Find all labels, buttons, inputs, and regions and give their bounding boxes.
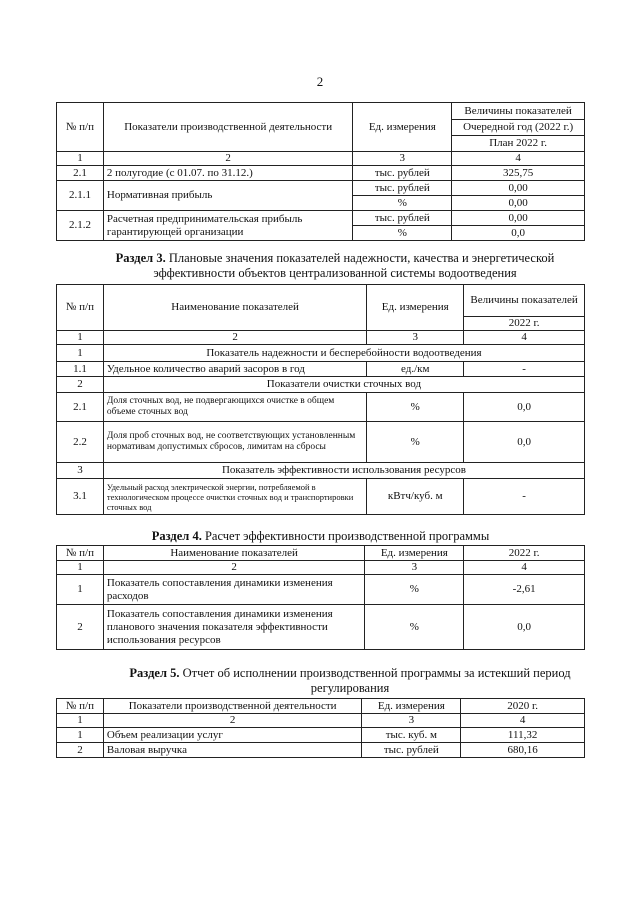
row-unit: ед./км: [367, 362, 464, 377]
row-num: 2.1: [57, 166, 104, 181]
colnum: 3: [362, 714, 461, 728]
row-value: -2,61: [464, 575, 585, 605]
row-num: 2.1.2: [57, 211, 104, 241]
colnum: 1: [57, 561, 104, 575]
row-num: 3.1: [57, 479, 104, 515]
row-name: Расчетная предпринимательская прибыль гарантирующей организации: [103, 211, 352, 241]
header-num: № п/п: [57, 699, 104, 714]
page-number: 2: [316, 74, 324, 89]
group-num: 3: [57, 463, 104, 479]
colnum: 3: [365, 561, 464, 575]
row-unit: тыс. рублей: [353, 211, 452, 226]
colnum: 1: [57, 331, 104, 345]
header-indicator: Показатели производственной деятельности: [103, 103, 352, 152]
header-num: № п/п: [57, 103, 104, 152]
row-name: Валовая выручка: [103, 743, 361, 758]
section5-title: [100, 666, 600, 696]
table-section5: [56, 698, 585, 758]
section3-title: [82, 251, 588, 281]
row-unit: тыс. рублей: [353, 166, 452, 181]
header-unit: Ед. измерения: [353, 103, 452, 152]
row-num: 1: [57, 575, 104, 605]
header-next-year: Очередной год (2022 г.): [452, 120, 585, 136]
colnum: 4: [452, 152, 585, 166]
row-name: Показатель сопоставления динамики изменения планового значения показателя эффективности использования ресурсов: [103, 605, 364, 650]
row-value: 0,0: [464, 393, 585, 422]
row-value: 325,75: [452, 166, 585, 181]
table-row: [57, 728, 585, 743]
table-row: [57, 181, 585, 196]
row-num: 2: [57, 743, 104, 758]
colnum: 2: [103, 714, 361, 728]
header-name: Наименование показателей: [103, 285, 366, 331]
row-unit: %: [367, 393, 464, 422]
header-num: № п/п: [57, 546, 104, 561]
row-unit: тыс. рублей: [362, 743, 461, 758]
row-name: Показатель сопоставления динамики изменения расходов: [103, 575, 364, 605]
section5-label: Раздел 5.: [129, 666, 180, 680]
row-unit: %: [353, 196, 452, 211]
section5-title-text: Отчет об исполнении производственной программы за истекший период регулирования: [182, 666, 571, 695]
row-unit: %: [367, 422, 464, 463]
group-title: Показатель надежности и бесперебойности водоотведения: [103, 345, 584, 362]
colnum: 3: [353, 152, 452, 166]
section4-label: Раздел 4.: [151, 529, 202, 543]
group-num: 1: [57, 345, 104, 362]
row-name: Объем реализации услуг: [103, 728, 361, 743]
row-unit: %: [365, 605, 464, 650]
table-row: [57, 393, 585, 422]
header-plan: План 2022 г.: [452, 136, 585, 152]
header-year: 2020 г.: [461, 699, 585, 714]
header-values: Величины показателей: [464, 285, 585, 317]
section4-title-text: Расчет эффективности производственной программы: [204, 529, 490, 543]
row-num: 2.2: [57, 422, 104, 463]
row-name: Нормативная прибыль: [103, 181, 352, 211]
row-value: 111,32: [461, 728, 585, 743]
colnum: 2: [103, 152, 352, 166]
row-unit: тыс. куб. м: [362, 728, 461, 743]
table-row: [57, 211, 585, 226]
header-unit: Ед. измерения: [367, 285, 464, 331]
header-values: Величины показателей: [452, 103, 585, 120]
colnum: 2: [103, 331, 366, 345]
header-name: Показатели производственной деятельности: [103, 699, 361, 714]
row-value: 0,0: [452, 226, 585, 241]
row-num: 1.1: [57, 362, 104, 377]
header-year: 2022 г.: [464, 317, 585, 331]
row-value: 0,00: [452, 196, 585, 211]
row-num: 1: [57, 728, 104, 743]
header-num: № п/п: [57, 285, 104, 331]
table-section4: [56, 545, 585, 650]
row-name: 2 полугодие (с 01.07. по 31.12.): [103, 166, 352, 181]
table-row: [57, 479, 585, 515]
colnum: 4: [464, 331, 585, 345]
row-value: -: [464, 479, 585, 515]
row-unit: тыс. рублей: [353, 181, 452, 196]
group-title: Показатели очистки сточных вод: [103, 377, 584, 393]
row-num: 2.1.1: [57, 181, 104, 211]
row-num: 2: [57, 605, 104, 650]
row-value: 0,00: [452, 181, 585, 196]
section3-title-text: Плановые значения показателей надежности, качества и энергетической эффективности объектов централизованной системы водоотведения: [153, 251, 555, 280]
group-row: [57, 377, 585, 393]
row-num: 2.1: [57, 393, 104, 422]
row-value: 680,16: [461, 743, 585, 758]
colnum: 4: [461, 714, 585, 728]
section4-title: [56, 529, 585, 544]
group-row: [57, 345, 585, 362]
row-value: 0,0: [464, 422, 585, 463]
group-row: [57, 463, 585, 479]
table-top: [56, 102, 585, 241]
colnum: 2: [103, 561, 364, 575]
header-unit: Ед. измерения: [362, 699, 461, 714]
table-row: [57, 422, 585, 463]
section3-label: Раздел 3.: [115, 251, 166, 265]
header-year: 2022 г.: [464, 546, 585, 561]
row-unit: %: [365, 575, 464, 605]
table-row: [57, 743, 585, 758]
header-name: Наименование показателей: [103, 546, 364, 561]
row-name: Удельное количество аварий засоров в год: [103, 362, 366, 377]
table-row: [57, 605, 585, 650]
colnum: 3: [367, 331, 464, 345]
header-unit: Ед. измерения: [365, 546, 464, 561]
row-name: Доля сточных вод, не подвергающихся очистке в общем объеме сточных вод: [103, 393, 366, 422]
table-row: [57, 166, 585, 181]
group-title: Показатель эффективности использования ресурсов: [103, 463, 584, 479]
row-name: Доля проб сточных вод, не соответствующих установленным нормативам допустимых сбросов, лимитам на сбросы: [103, 422, 366, 463]
colnum: 1: [57, 714, 104, 728]
group-num: 2: [57, 377, 104, 393]
table-section3: [56, 284, 585, 515]
row-unit: %: [353, 226, 452, 241]
table-row: [57, 575, 585, 605]
row-value: 0,0: [464, 605, 585, 650]
table-row: [57, 362, 585, 377]
row-name: Удельный расход электрической энергии, потребляемой в технологическом процессе очистки сточных вод и транспортировки сточных вод: [103, 479, 366, 515]
colnum: 4: [464, 561, 585, 575]
row-value: -: [464, 362, 585, 377]
colnum: 1: [57, 152, 104, 166]
row-unit: кВтч/куб. м: [367, 479, 464, 515]
row-value: 0,00: [452, 211, 585, 226]
